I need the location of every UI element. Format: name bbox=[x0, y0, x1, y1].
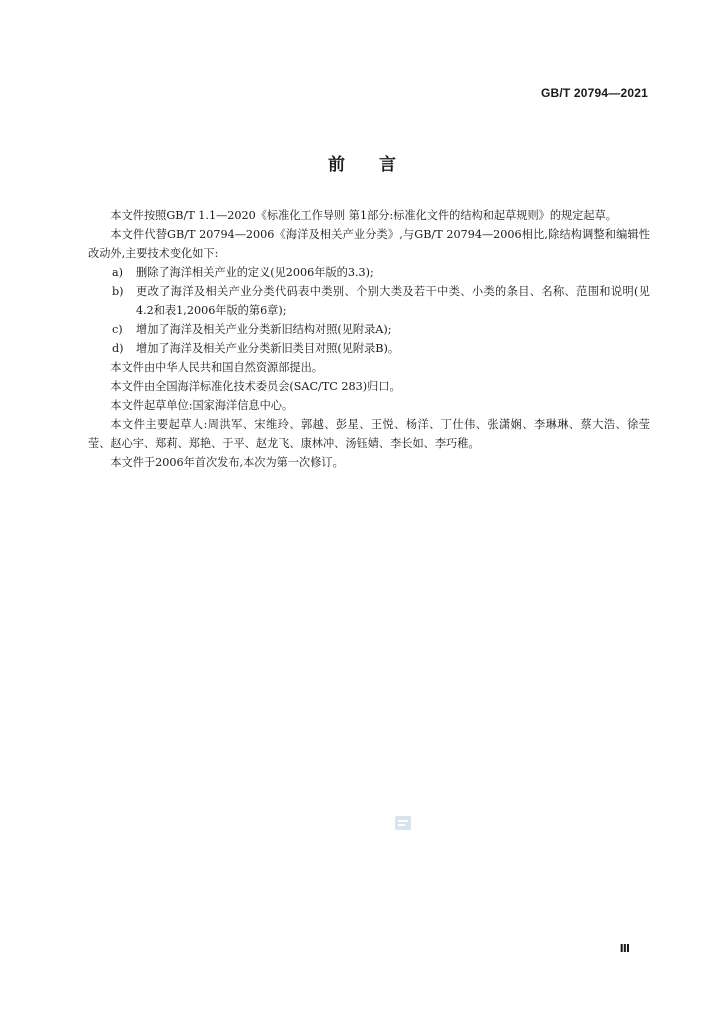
change-item bbox=[88, 282, 650, 320]
change-marker: c) bbox=[112, 323, 123, 336]
paragraph-proposer: 本文件由中华人民共和国自然资源部提出。 bbox=[110, 361, 323, 374]
standard-code: GB/T 20794—2021 bbox=[540, 86, 648, 100]
change-item bbox=[88, 320, 650, 339]
change-text: 删除了海洋相关产业的定义(见2006年版的3.3); bbox=[136, 266, 374, 279]
document-body bbox=[88, 206, 650, 472]
change-text: 增加了海洋及相关产业分类新旧结构对照(见附录A); bbox=[136, 323, 392, 336]
paragraph-history: 本文件于2006年首次发布,本次为第一次修订。 bbox=[110, 456, 344, 469]
paragraph-drafting-unit: 本文件起草单位:国家海洋信息中心。 bbox=[110, 399, 294, 412]
change-item bbox=[88, 263, 650, 282]
paragraph-replacement: 本文件代替GB/T 20794—2006《海洋及相关产业分类》,与GB/T 20794—2006相比,除结构调整和编辑性改动外,主要技术变化如下: bbox=[88, 228, 650, 260]
paragraph-drafting-rules: 本文件按照GB/T 1.1—2020《标准化工作导则 第1部分:标准化文件的结构和起草规则》的规定起草。 bbox=[110, 209, 617, 222]
page-number: Ⅲ bbox=[619, 943, 630, 955]
change-marker: b) bbox=[112, 285, 124, 298]
watermark-logo-icon bbox=[394, 815, 412, 831]
change-text: 更改了海洋及相关产业分类代码表中类别、个别大类及若干中类、小类的条目、名称、范围和说明(见4.2和表1,2006年版的第6章); bbox=[136, 285, 650, 317]
paragraph-administrator: 本文件由全国海洋标准化技术委员会(SAC/TC 283)归口。 bbox=[110, 380, 401, 393]
change-marker: a) bbox=[112, 266, 124, 279]
page-title: 前言 bbox=[328, 155, 430, 175]
change-marker: d) bbox=[112, 342, 124, 355]
change-item bbox=[88, 339, 650, 358]
paragraph-drafters: 本文件主要起草人:周洪军、宋维玲、郭越、彭星、王悦、杨洋、丁仕伟、张潇娴、李琳琳、蔡大浩、徐莹莹、赵心宇、郑莉、郑艳、于平、赵龙飞、康林冲、汤钰婧、李长如、李巧稚。 bbox=[88, 418, 650, 450]
change-text: 增加了海洋及相关产业分类新旧类目对照(见附录B)。 bbox=[136, 342, 400, 355]
